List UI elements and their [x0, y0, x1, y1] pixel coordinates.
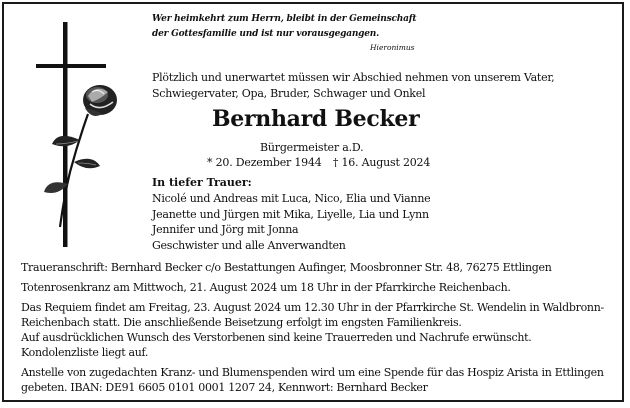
donation-line: gebeten. IBAN: DE91 6605 0101 0001 1207 24, Kennwort: Bernhard Becker	[21, 381, 428, 394]
donation-line: Anstelle von zugedachten Kranz- und Blumenspenden wird um eine Spende für das Hospiz Arista in Ettlingen	[21, 366, 604, 379]
info-section	[21, 260, 611, 400]
requiem-notice	[21, 300, 611, 360]
requiem-line: Auf ausdrücklichen Wunsch des Verstorbenen sind keine Trauerreden und Nachrufe erwünscht.	[21, 331, 532, 344]
quote-line: der Gottesfamilie und ist nur vorausgegangen.	[152, 29, 380, 39]
mourner-line: Jennifer und Jörg mit Jonna	[152, 223, 299, 236]
quote	[152, 12, 432, 42]
deceased-name: Bernhard Becker	[212, 106, 420, 132]
intro-line: Schwiegervater, Opa, Bruder, Schwager und Onkel	[152, 87, 426, 100]
cross-with-rose-icon	[30, 22, 125, 256]
deceased-role: Bürgermeister a.D.	[260, 141, 364, 154]
mourner-line: Nicolé und Andreas mit Luca, Nico, Elia und Vianne	[152, 192, 431, 205]
mourner-line: Jeanette und Jürgen mit Mika, Liyelle, Lia und Lynn	[152, 207, 429, 221]
intro-line: Plötzlich und unerwartet müssen wir Abschied nehmen von unserem Vater,	[152, 71, 555, 84]
birth-date: * 20. Dezember 1944	[207, 156, 322, 169]
mourning-address: Traueranschrift: Bernhard Becker c/o Bestattungen Aufinger, Moosbronner Str. 48, 76275 Ettlingen	[21, 261, 552, 274]
quote-line: Wer heimkehrt zum Herrn, bleibt in der Gemeinschaft	[152, 14, 417, 24]
requiem-line: Reichenbach statt. Die anschließende Beisetzung erfolgt im engsten Familienkreis.	[21, 316, 462, 329]
mourning-heading: In tiefer Trauer:	[152, 176, 252, 189]
requiem-line: Das Requiem findet am Freitag, 23. August 2024 um 12.30 Uhr in der Pfarrkirche St. Wendelin in Waldbronn-	[21, 301, 604, 314]
death-date: † 16. August 2024	[332, 156, 431, 169]
life-dates	[207, 156, 438, 169]
mourner-line: Geschwister und alle Anverwandten	[152, 238, 346, 252]
requiem-line: Kondolenzliste liegt auf.	[21, 346, 149, 359]
donation-notice	[21, 365, 611, 395]
intro-text	[152, 70, 554, 102]
mourners-list	[152, 191, 430, 253]
quote-author: Hieronimus	[370, 43, 415, 52]
rosary-notice: Totenrosenkranz am Mittwoch, 21. August 2024 um 18 Uhr in der Pfarrkirche Reichenbach.	[21, 281, 511, 294]
